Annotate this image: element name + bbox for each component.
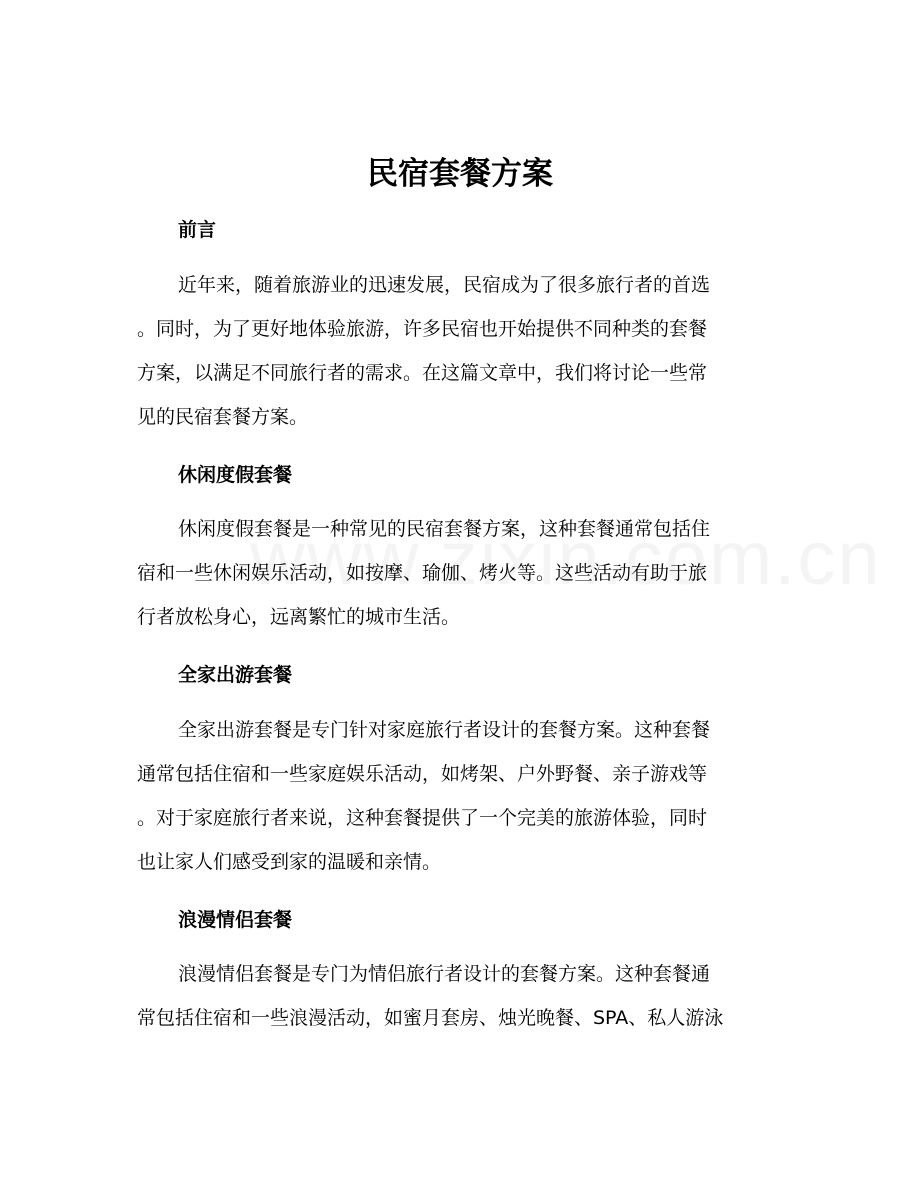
paragraph-line: 见的民宿套餐方案。 (137, 406, 309, 428)
section-paragraph-romantic (137, 952, 777, 1040)
document-title: 民宿套餐方案 (367, 156, 553, 192)
paragraph-line: 方案，以满足不同旅行者的需求。在这篇文章中，我们将讨论一些常 (137, 362, 708, 384)
paragraph-line: 浪漫情侣套餐是专门为情侣旅行者设计的套餐方案。这种套餐通 (178, 963, 711, 985)
paragraph-line: 宿和一些休闲娱乐活动，如按摩、瑜伽、烤火等。这些活动有助于旅 (137, 562, 708, 584)
paragraph-line: 。同时，为了更好地体验旅游，许多民宿也开始提供不同种类的套餐 (137, 318, 708, 340)
paragraph-line: 也让家人们感受到家的温暖和亲情。 (137, 851, 442, 873)
section-paragraph-leisure (137, 507, 777, 639)
section-heading-preface: 前言 (178, 219, 217, 241)
paragraph-line: 通常包括住宿和一些家庭娱乐活动，如烤架、户外野餐、亲子游戏等 (137, 763, 708, 785)
paragraph-line: 。对于家庭旅行者来说，这种套餐提供了一个完美的旅游体验，同时 (137, 807, 708, 829)
section-heading-family: 全家出游套餐 (178, 664, 293, 686)
paragraph-line: 常包括住宿和一些浪漫活动，如蜜月套房、烛光晚餐、SPA、私人游泳 (137, 1007, 724, 1029)
section-paragraph-preface (137, 263, 777, 439)
section-heading-leisure: 休闲度假套餐 (178, 464, 293, 486)
section-heading-romantic: 浪漫情侣套餐 (178, 909, 293, 931)
paragraph-line: 全家出游套餐是专门针对家庭旅行者设计的套餐方案。这种套餐 (178, 719, 711, 741)
paragraph-line: 行者放松身心，远离繁忙的城市生活。 (137, 606, 461, 628)
paragraph-line: 休闲度假套餐是一种常见的民宿套餐方案，这种套餐通常包括住 (178, 518, 711, 540)
section-paragraph-family (137, 708, 777, 884)
paragraph-line: 近年来，随着旅游业的迅速发展，民宿成为了很多旅行者的首选 (178, 274, 711, 296)
